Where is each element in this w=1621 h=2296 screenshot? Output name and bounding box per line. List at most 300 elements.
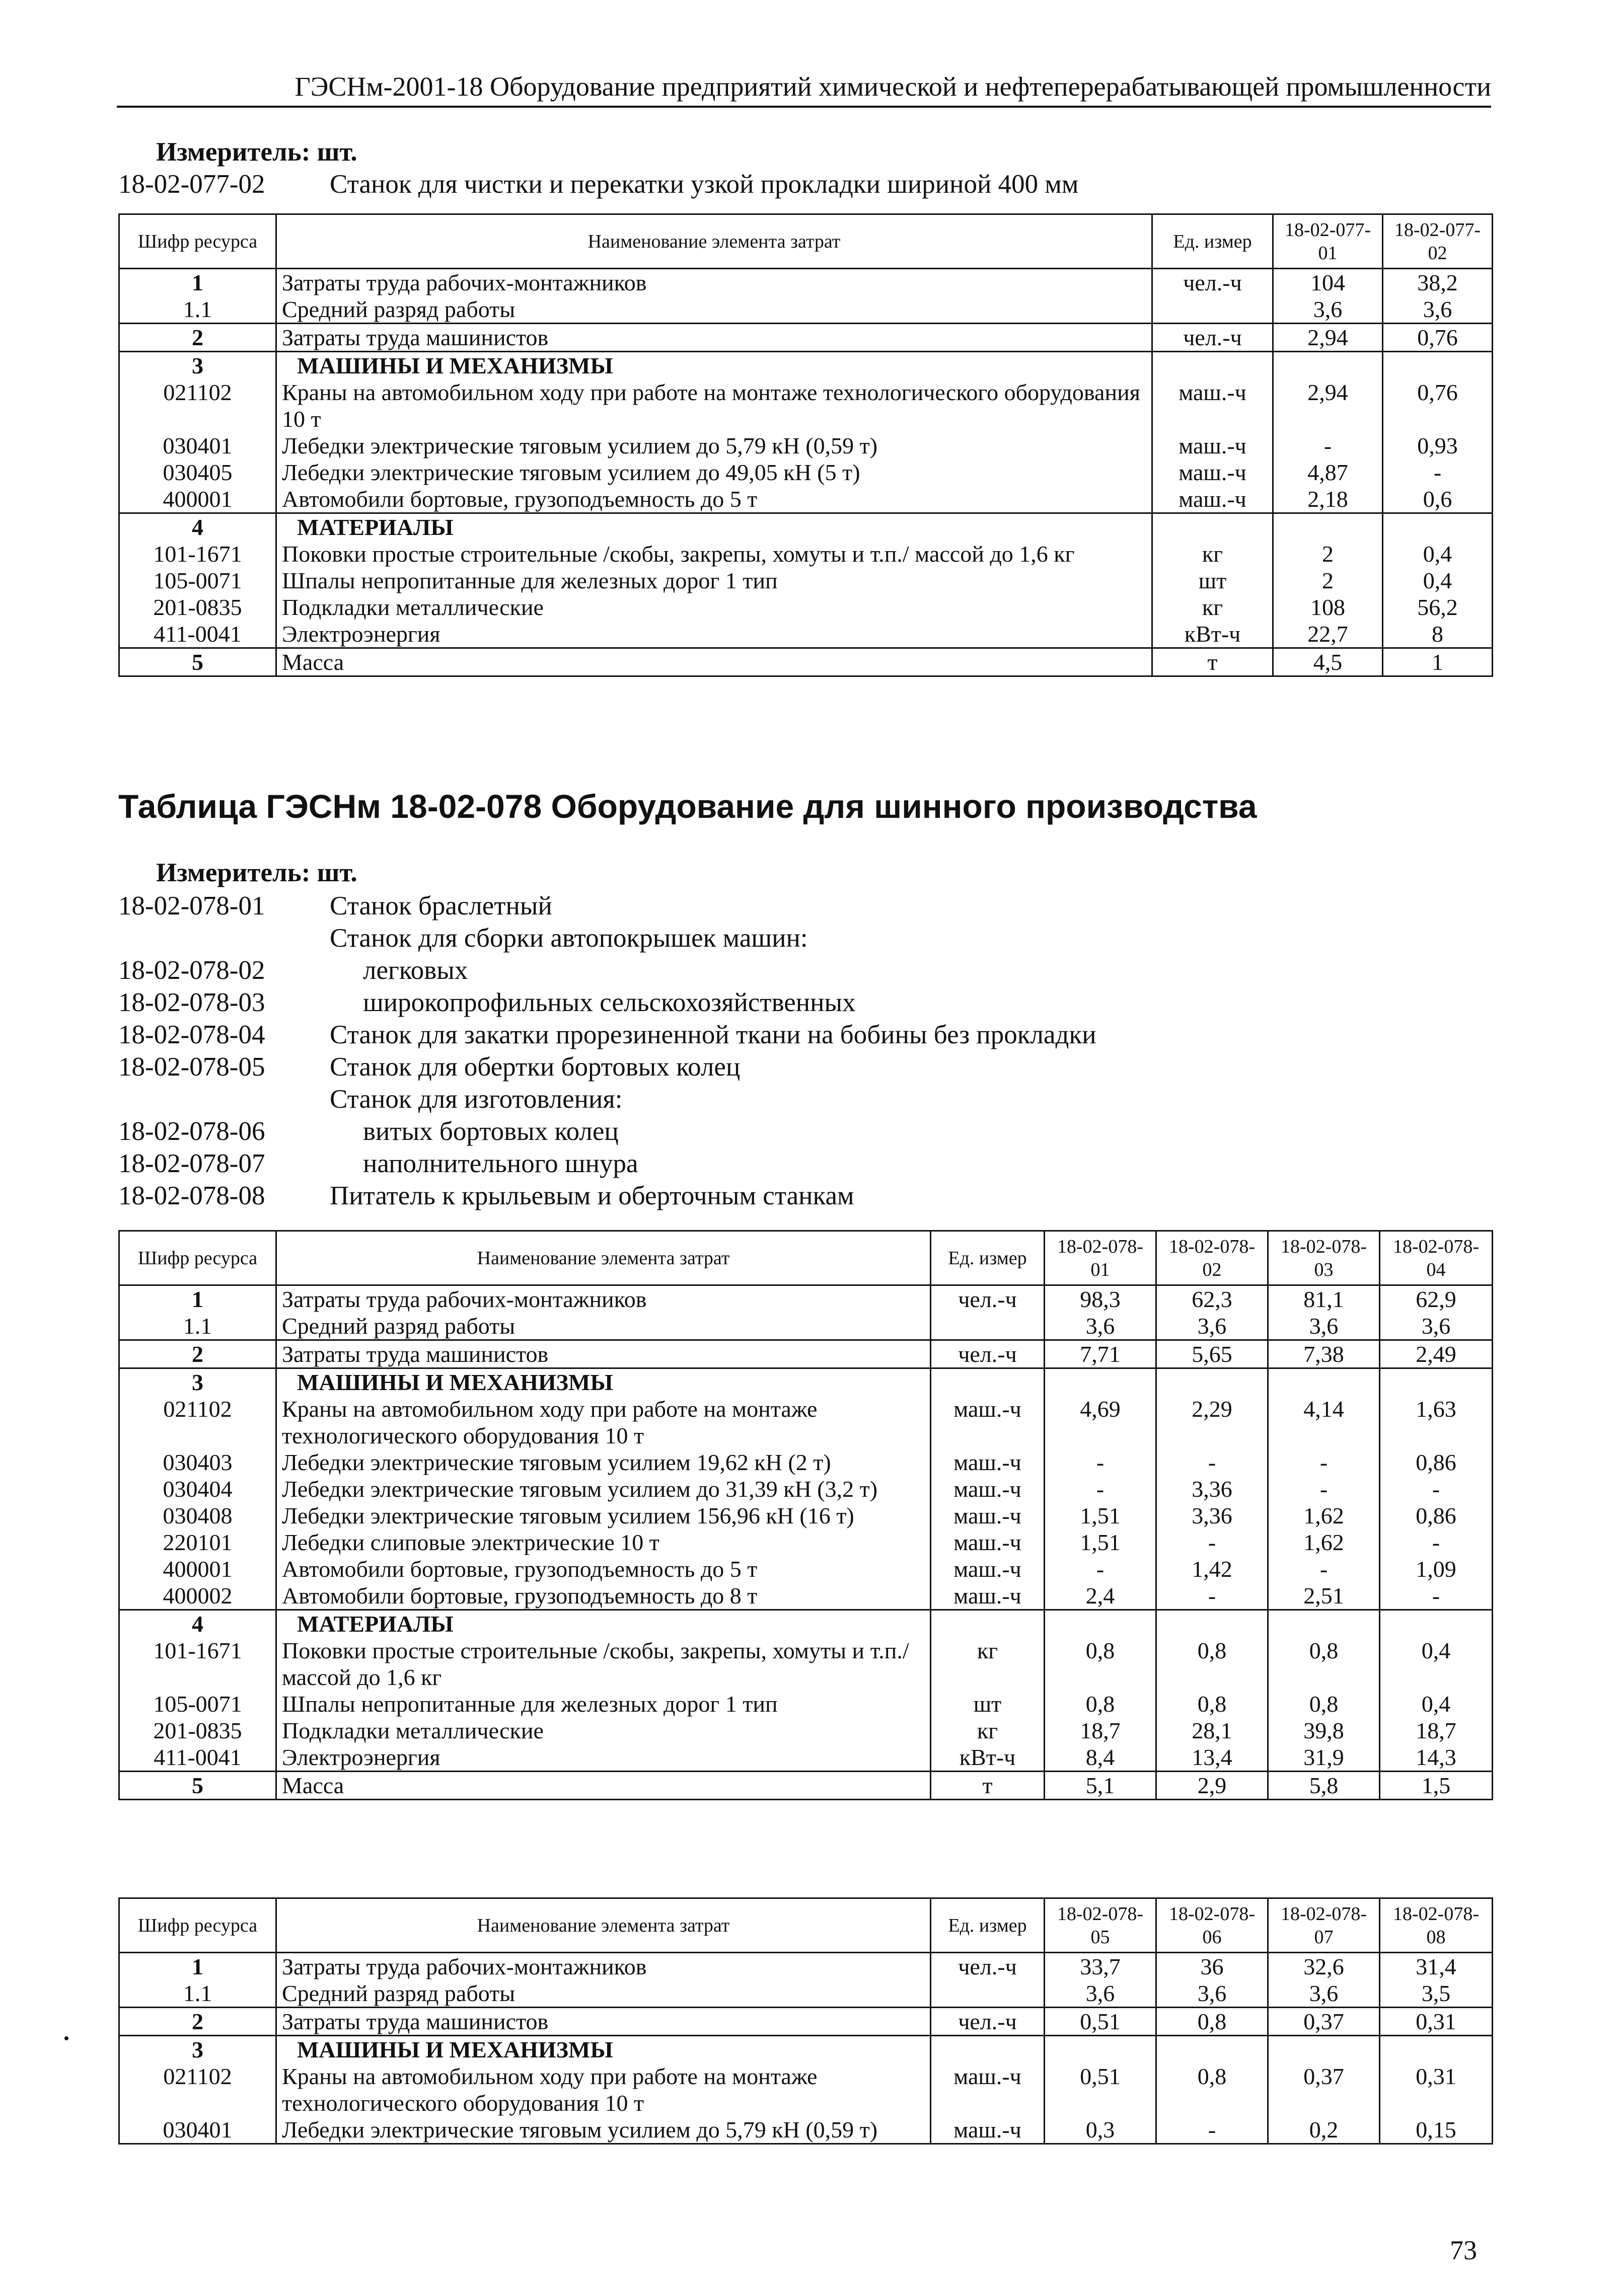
table-row <box>119 1556 1493 1582</box>
cost-element-cell <box>276 2036 931 2063</box>
table-row <box>119 296 1493 324</box>
header-unit: Ед. измер <box>931 1231 1045 1285</box>
header-column: 18-02-078-08 <box>1380 1898 1493 1953</box>
resource-code: 1 <box>119 1953 276 1980</box>
value-cell: 0,4 <box>1380 1637 1493 1691</box>
cost-element-cell <box>276 1744 931 1772</box>
value-cell: 0,8 <box>1156 1691 1268 1717</box>
value-cell: 5,1 <box>1045 1772 1156 1800</box>
value-cell <box>1383 513 1493 541</box>
cost-element-cell <box>276 432 1152 459</box>
value-cell: 3,36 <box>1156 1502 1268 1529</box>
cost-element-cell <box>276 1637 931 1691</box>
unit: чел.-ч <box>931 1285 1045 1313</box>
cost-element-name: МАТЕРИАЛЫ <box>297 514 454 540</box>
unit: маш.-ч <box>931 1529 1045 1556</box>
cost-element-cell <box>276 1449 931 1476</box>
value-cell: 13,4 <box>1156 1744 1268 1772</box>
item-text: Питатель к крыльевым и оберточным станкам <box>330 1181 854 1210</box>
cost-element-name: Автомобили бортовые, грузоподъемность до 5 т <box>282 486 758 512</box>
value-cell: - <box>1380 1476 1493 1502</box>
table-row <box>119 621 1493 648</box>
table-row <box>119 269 1493 296</box>
list-item <box>118 1147 1096 1180</box>
list-item <box>118 986 1096 1019</box>
cost-element-name: Краны на автомобильном ходу при работе на монтаже технологического оборудования 10 т <box>282 1396 818 1448</box>
unit: чел.-ч <box>931 1953 1045 1980</box>
cost-element-cell <box>276 324 1152 352</box>
list-item <box>118 1180 1096 1212</box>
value-cell <box>1383 352 1493 379</box>
value-cell: 2,9 <box>1156 1772 1268 1800</box>
value-cell <box>1045 2036 1156 2063</box>
item-text: Станок браслетный <box>330 891 552 921</box>
table-row <box>119 1529 1493 1556</box>
resource-code: 021102 <box>119 379 276 432</box>
value-cell: 31,4 <box>1380 1953 1493 1980</box>
unit: кг <box>931 1717 1045 1744</box>
value-cell: 2,18 <box>1273 486 1383 513</box>
value-cell <box>1268 1368 1380 1396</box>
table-row <box>119 324 1493 352</box>
value-cell: 4,69 <box>1045 1396 1156 1449</box>
item-code: 18-02-078-05 <box>118 1052 265 1082</box>
cost-element-cell <box>276 1610 931 1638</box>
unit: шт <box>931 1691 1045 1717</box>
value-cell: 7,71 <box>1045 1340 1156 1368</box>
value-cell: 0,31 <box>1380 2008 1493 2036</box>
table-row <box>119 2116 1493 2144</box>
resource-code: 411-0041 <box>119 1744 276 1772</box>
header-name: Наименование элемента затрат <box>276 1898 931 1953</box>
table-row <box>119 486 1493 513</box>
value-cell <box>1380 1610 1493 1638</box>
cost-element-name: Краны на автомобильном ходу при работе на монтаже технологического оборудования 10 т <box>282 379 1140 432</box>
cost-element-name: Лебедки электрические тяговым усилием 19,62 кН (2 т) <box>282 1449 831 1475</box>
cost-element-name: Лебедки электрические тяговым усилием до 49,05 кН (5 т) <box>282 460 860 485</box>
cost-element-name: МАТЕРИАЛЫ <box>297 1611 454 1637</box>
unit: маш.-ч <box>931 1449 1045 1476</box>
value-cell: 22,7 <box>1273 621 1383 648</box>
table-row <box>119 2036 1493 2063</box>
page-header: ГЭСНм-2001-18 Оборудование предприятий химической и нефтеперерабатывающей промышленности <box>117 70 1491 108</box>
unit <box>1152 296 1273 324</box>
value-cell: - <box>1273 432 1383 459</box>
item-text: Станок для закатки прорезиненной ткани на бобины без прокладки <box>330 1020 1096 1049</box>
cost-element-cell <box>276 379 1152 432</box>
resource-table <box>118 213 1493 677</box>
value-cell: 0,51 <box>1045 2008 1156 2036</box>
value-cell: 0,3 <box>1045 2116 1156 2144</box>
table-row <box>119 541 1493 567</box>
unit: т <box>931 1772 1045 1800</box>
value-cell: 1,51 <box>1045 1502 1156 1529</box>
list-item <box>118 890 1096 922</box>
cost-element-cell <box>276 1340 931 1368</box>
header-column: 18-02-078-02 <box>1156 1231 1268 1285</box>
cost-element-cell <box>276 1717 931 1744</box>
item-text: легковых <box>363 956 468 985</box>
cost-element-name: Электроэнергия <box>282 621 440 647</box>
resource-code: 400001 <box>119 1556 276 1582</box>
value-cell: - <box>1156 1582 1268 1610</box>
cost-element-cell <box>276 648 1152 676</box>
resource-code: 105-0071 <box>119 567 276 594</box>
list-item <box>118 1083 1096 1115</box>
value-cell: 36 <box>1156 1953 1268 1980</box>
list-item <box>118 1019 1096 1051</box>
value-cell: 2,4 <box>1045 1582 1156 1610</box>
value-cell <box>1156 1610 1268 1638</box>
value-cell: 62,9 <box>1380 1285 1493 1313</box>
item-code <box>118 1083 330 1115</box>
cost-element-name: Поковки простые строительные /скобы, закрепы, хомуты и т.п./ массой до 1,6 кг <box>282 1638 909 1690</box>
value-cell: 2,94 <box>1273 324 1383 352</box>
unit: маш.-ч <box>1152 486 1273 513</box>
value-cell: 56,2 <box>1383 594 1493 621</box>
value-cell: - <box>1383 459 1493 486</box>
cost-element-cell <box>276 2008 931 2036</box>
item-code: 18-02-078-07 <box>118 1149 265 1178</box>
value-cell: 2,94 <box>1273 379 1383 432</box>
meter-label: Измеритель: шт. <box>156 137 357 167</box>
value-cell: - <box>1156 1449 1268 1476</box>
cost-element-cell <box>276 1368 931 1396</box>
cost-element-cell <box>276 269 1152 296</box>
value-cell: 3,6 <box>1156 1980 1268 2008</box>
unit: маш.-ч <box>931 1582 1045 1610</box>
value-cell: 1,09 <box>1380 1556 1493 1582</box>
item-code: 18-02-077-02 <box>118 170 265 199</box>
resource-code: 030403 <box>119 1449 276 1476</box>
resource-code: 1.1 <box>119 1980 276 2008</box>
value-cell: - <box>1268 1476 1380 1502</box>
list-item <box>118 954 1096 986</box>
header-code: Шифр ресурса <box>119 1898 276 1953</box>
value-cell: 1,5 <box>1380 1772 1493 1800</box>
item-text: Станок для чистки и перекатки узкой прокладки шириной 400 мм <box>330 170 1079 199</box>
cost-element-name: Затраты труда рабочих-монтажников <box>282 270 647 295</box>
resource-table <box>118 1230 1493 1800</box>
value-cell: 0,93 <box>1383 432 1493 459</box>
cost-element-cell <box>276 352 1152 379</box>
table-row <box>119 1610 1493 1638</box>
cost-element-name: Лебедки электрические тяговым усилием до 5,79 кН (0,59 т) <box>282 2117 878 2142</box>
unit <box>931 1980 1045 2008</box>
header-column: 18-02-078-05 <box>1045 1898 1156 1953</box>
value-cell: 3,6 <box>1156 1313 1268 1340</box>
resource-code: 2 <box>119 324 276 352</box>
value-cell: 5,8 <box>1268 1772 1380 1800</box>
resource-code: 411-0041 <box>119 621 276 648</box>
value-cell: 104 <box>1273 269 1383 296</box>
item-text: Станок для сборки автопокрышек машин: <box>330 924 808 953</box>
table-row <box>119 1285 1493 1313</box>
unit: чел.-ч <box>931 1340 1045 1368</box>
cost-element-name: Лебедки электрические тяговым усилием до 5,79 кН (0,59 т) <box>282 433 878 458</box>
unit: маш.-ч <box>1152 459 1273 486</box>
resource-code: 021102 <box>119 2063 276 2116</box>
unit: маш.-ч <box>931 1396 1045 1449</box>
value-cell: 0,8 <box>1045 1637 1156 1691</box>
value-cell: 0,31 <box>1380 2063 1493 2116</box>
value-cell: 1,51 <box>1045 1529 1156 1556</box>
item-code: 18-02-078-02 <box>118 956 265 985</box>
value-cell: 1,63 <box>1380 1396 1493 1449</box>
cost-element-name: МАШИНЫ И МЕХАНИЗМЫ <box>297 353 613 378</box>
resource-code: 2 <box>119 1340 276 1368</box>
unit <box>931 1368 1045 1396</box>
value-cell: 18,7 <box>1045 1717 1156 1744</box>
cost-element-name: Затраты труда рабочих-монтажников <box>282 1954 647 1979</box>
value-cell <box>1045 1610 1156 1638</box>
cost-element-cell <box>276 1396 931 1449</box>
value-cell: 0,37 <box>1268 2008 1380 2036</box>
cost-element-name: Лебедки электрические тяговым усилием 156,96 кН (16 т) <box>282 1503 854 1528</box>
value-cell <box>1045 1368 1156 1396</box>
value-cell: - <box>1045 1449 1156 1476</box>
item-text: широкопрофильных сельскохозяйственных <box>363 988 856 1017</box>
cost-element-cell <box>276 513 1152 541</box>
resource-code: 105-0071 <box>119 1691 276 1717</box>
resource-code: 201-0835 <box>119 594 276 621</box>
table-row <box>119 1582 1493 1610</box>
resource-code: 4 <box>119 1610 276 1638</box>
value-cell: - <box>1156 1529 1268 1556</box>
table-row <box>119 2063 1493 2116</box>
value-cell: 0,4 <box>1383 567 1493 594</box>
resource-code: 030405 <box>119 459 276 486</box>
header-column: 18-02-077-02 <box>1383 214 1493 269</box>
value-cell <box>1156 1368 1268 1396</box>
item-text: наполнительного шнура <box>363 1149 638 1178</box>
cost-element-cell <box>276 1285 931 1313</box>
table-row <box>119 567 1493 594</box>
value-cell: 2,29 <box>1156 1396 1268 1449</box>
value-cell: 0,4 <box>1383 541 1493 567</box>
table-row <box>119 594 1493 621</box>
unit: маш.-ч <box>931 2063 1045 2116</box>
cost-element-cell <box>276 1502 931 1529</box>
value-cell: 4,5 <box>1273 648 1383 676</box>
resource-code: 5 <box>119 1772 276 1800</box>
cost-element-name: Затраты труда машинистов <box>282 1341 549 1367</box>
value-cell: 2,51 <box>1268 1582 1380 1610</box>
value-cell <box>1273 513 1383 541</box>
value-cell: 2,49 <box>1380 1340 1493 1368</box>
resource-code: 201-0835 <box>119 1717 276 1744</box>
cost-element-cell <box>276 2116 931 2144</box>
unit <box>1152 513 1273 541</box>
unit: шт <box>1152 567 1273 594</box>
cost-element-name: Автомобили бортовые, грузоподъемность до 5 т <box>282 1556 758 1582</box>
value-cell: 0,76 <box>1383 324 1493 352</box>
resource-code: 4 <box>119 513 276 541</box>
cost-element-name: Поковки простые строительные /скобы, закрепы, хомуты и т.п./ массой до 1,6 кг <box>282 541 1075 567</box>
header-code: Шифр ресурса <box>119 214 276 269</box>
value-cell: 0,8 <box>1156 2063 1268 2116</box>
value-cell: 108 <box>1273 594 1383 621</box>
table-row <box>119 1953 1493 1980</box>
unit: чел.-ч <box>1152 324 1273 352</box>
value-cell <box>1380 1368 1493 1396</box>
cost-element-name: Автомобили бортовые, грузоподъемность до 8 т <box>282 1583 758 1609</box>
value-cell: 4,87 <box>1273 459 1383 486</box>
header-column: 18-02-078-03 <box>1268 1231 1380 1285</box>
resource-code: 2 <box>119 2008 276 2036</box>
value-cell: 3,6 <box>1383 296 1493 324</box>
unit: кВт-ч <box>1152 621 1273 648</box>
unit <box>931 1610 1045 1638</box>
value-cell: 0,8 <box>1045 1691 1156 1717</box>
page-number: 73 <box>1450 2235 1477 2265</box>
value-cell <box>1268 2036 1380 2063</box>
cost-element-name: Лебедки слиповые электрические 10 т <box>282 1529 659 1555</box>
table-row <box>119 459 1493 486</box>
scan-speck <box>64 2036 68 2040</box>
cost-element-name: Шпалы непропитанные для железных дорог 1 тип <box>282 1691 778 1717</box>
table-row <box>119 648 1493 676</box>
unit: т <box>1152 648 1273 676</box>
resource-code: 400002 <box>119 1582 276 1610</box>
unit: кг <box>1152 594 1273 621</box>
value-cell <box>1380 2036 1493 2063</box>
resource-code: 3 <box>119 352 276 379</box>
value-cell: 28,1 <box>1156 1717 1268 1744</box>
value-cell: 0,86 <box>1380 1502 1493 1529</box>
cost-element-name: Средний разряд работы <box>282 296 515 322</box>
list-item <box>118 922 1096 954</box>
table-row <box>119 1396 1493 1449</box>
cost-element-name: МАШИНЫ И МЕХАНИЗМЫ <box>297 1369 613 1395</box>
list-item <box>118 1051 1096 1083</box>
resource-code: 1.1 <box>119 296 276 324</box>
value-cell: 0,8 <box>1156 1637 1268 1691</box>
value-cell: 4,14 <box>1268 1396 1380 1449</box>
value-cell: 3,6 <box>1268 1980 1380 2008</box>
list-item <box>118 1115 1096 1147</box>
cost-element-cell <box>276 1582 931 1610</box>
table-row <box>119 1313 1493 1340</box>
value-cell: - <box>1045 1556 1156 1582</box>
value-cell: 3,6 <box>1045 1980 1156 2008</box>
table-row <box>119 1744 1493 1772</box>
cost-element-cell <box>276 1476 931 1502</box>
resource-code: 030404 <box>119 1476 276 1502</box>
unit: маш.-ч <box>931 1502 1045 1529</box>
value-cell: 7,38 <box>1268 1340 1380 1368</box>
table-row <box>119 1368 1493 1396</box>
resource-code: 5 <box>119 648 276 676</box>
table-row <box>119 379 1493 432</box>
item-text: витых бортовых колец <box>363 1117 619 1146</box>
unit: кг <box>931 1637 1045 1691</box>
value-cell: 0,6 <box>1383 486 1493 513</box>
header-name: Наименование элемента затрат <box>276 214 1152 269</box>
value-cell: - <box>1380 1529 1493 1556</box>
resource-code: 101-1671 <box>119 1637 276 1691</box>
header-code: Шифр ресурса <box>119 1231 276 1285</box>
value-cell: 0,15 <box>1380 2116 1493 2144</box>
value-cell: 3,6 <box>1268 1313 1380 1340</box>
cost-element-name: Электроэнергия <box>282 1744 440 1770</box>
cost-element-cell <box>276 1529 931 1556</box>
value-cell <box>1268 1610 1380 1638</box>
resource-code: 3 <box>119 1368 276 1396</box>
value-cell: 1 <box>1383 648 1493 676</box>
cost-element-name: Масса <box>282 649 344 675</box>
table-row <box>119 1980 1493 2008</box>
cost-element-name: Затраты труда машинистов <box>282 2009 549 2034</box>
unit: маш.-ч <box>1152 379 1273 432</box>
unit: кВт-ч <box>931 1744 1045 1772</box>
resource-code: 1 <box>119 269 276 296</box>
value-cell: 1,62 <box>1268 1502 1380 1529</box>
header-column: 18-02-078-04 <box>1380 1231 1493 1285</box>
value-cell <box>1156 2036 1268 2063</box>
unit: маш.-ч <box>931 2116 1045 2144</box>
value-cell: 0,8 <box>1156 2008 1268 2036</box>
unit: кг <box>1152 541 1273 567</box>
unit <box>931 2036 1045 2063</box>
value-cell: 14,3 <box>1380 1744 1493 1772</box>
header-column: 18-02-077-01 <box>1273 214 1383 269</box>
table-row <box>119 1476 1493 1502</box>
value-cell: 0,86 <box>1380 1449 1493 1476</box>
resource-code: 030401 <box>119 2116 276 2144</box>
cost-element-name: Затраты труда машинистов <box>282 325 549 350</box>
value-cell: 0,37 <box>1268 2063 1380 2116</box>
cost-element-name: Шпалы непропитанные для железных дорог 1 тип <box>282 568 778 593</box>
unit <box>1152 352 1273 379</box>
unit: маш.-ч <box>931 1556 1045 1582</box>
value-cell: 0,8 <box>1268 1691 1380 1717</box>
value-cell: 0,2 <box>1268 2116 1380 2144</box>
cost-element-cell <box>276 1691 931 1717</box>
item-list <box>118 168 1078 200</box>
unit: маш.-ч <box>1152 432 1273 459</box>
value-cell: 2 <box>1273 567 1383 594</box>
value-cell: 1,62 <box>1268 1529 1380 1556</box>
item-code: 18-02-078-03 <box>118 988 265 1017</box>
value-cell: 8 <box>1383 621 1493 648</box>
value-cell: 5,65 <box>1156 1340 1268 1368</box>
cost-element-cell <box>276 2063 931 2116</box>
value-cell: 0,76 <box>1383 379 1493 432</box>
cost-element-cell <box>276 1953 931 1980</box>
value-cell: 0,51 <box>1045 2063 1156 2116</box>
value-cell: - <box>1268 1449 1380 1476</box>
unit: маш.-ч <box>931 1476 1045 1502</box>
cost-element-cell <box>276 567 1152 594</box>
table-row <box>119 1717 1493 1744</box>
cost-element-name: Затраты труда рабочих-монтажников <box>282 1286 647 1312</box>
value-cell: 31,9 <box>1268 1744 1380 1772</box>
resource-code: 220101 <box>119 1529 276 1556</box>
value-cell: 3,6 <box>1380 1313 1493 1340</box>
item-code <box>118 922 330 954</box>
list-item <box>118 168 1078 200</box>
cost-element-cell <box>276 459 1152 486</box>
cost-element-cell <box>276 1772 931 1800</box>
section-title: Таблица ГЭСНм 18-02-078 Оборудование для шинного производства <box>118 788 1257 825</box>
cost-element-cell <box>276 621 1152 648</box>
cost-element-cell <box>276 1980 931 2008</box>
cost-element-cell <box>276 1313 931 1340</box>
table-row <box>119 432 1493 459</box>
item-list <box>118 890 1096 1212</box>
header-column: 18-02-078-07 <box>1268 1898 1380 1953</box>
